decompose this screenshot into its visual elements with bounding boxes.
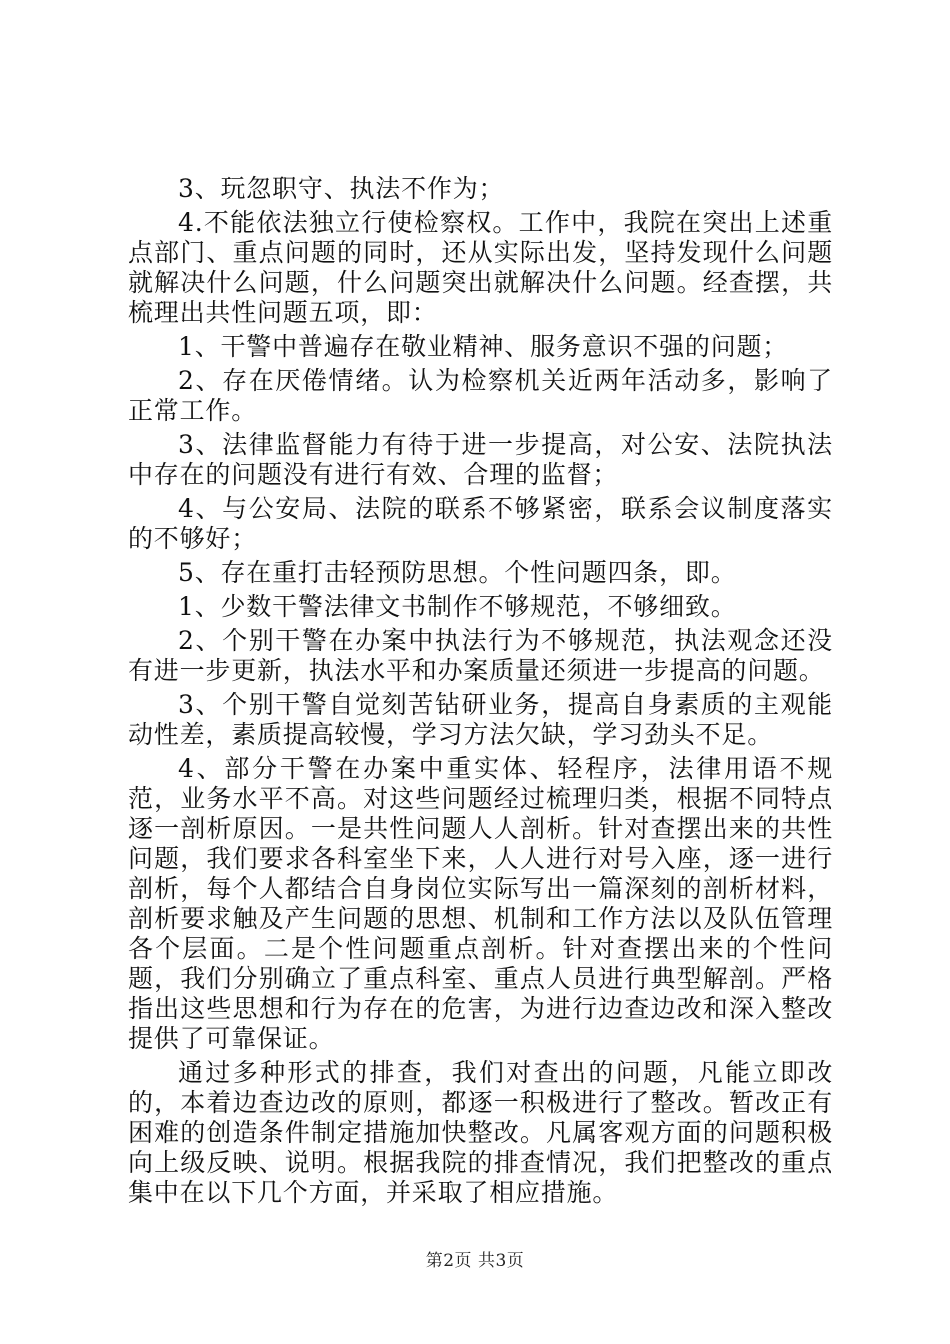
paragraph-9: 2、个别干警在办案中执法行为不够规范，执法观念还没有进一步更新，执法水平和办案质量还须进一步提高的问题。	[128, 626, 833, 685]
paragraph-8: 1、少数干警法律文书制作不够规范，不够细致。	[178, 592, 737, 621]
paragraph-5: 3、法律监督能力有待于进一步提高，对公安、法院执法中存在的问题没有进行有效、合理的监督；	[128, 430, 833, 489]
paragraph-2: 4.不能依法独立行使检察权。工作中，我院在突出上述重点部门、重点问题的同时，还从实际出发，坚持发现什么问题就解决什么问题，什么问题突出就解决什么问题。经查摆，共梳理出共性问题五项，即：	[128, 208, 833, 327]
paragraph-4: 2、存在厌倦情绪。认为检察机关近两年活动多，影响了正常工作。	[128, 366, 833, 425]
paragraph-12: 通过多种形式的排查，我们对查出的问题，凡能立即改的，本着边查边改的原则，都逐一积极进行了整改。暂改正有困难的创造条件制定措施加快整改。凡属客观方面的问题积极向上级反映、说明。根据我院的排查情况，我们把整改的重点集中在以下几个方面，并采取了相应措施。	[128, 1058, 833, 1207]
page-number-footer: 第2页 共3页	[425, 1251, 525, 1271]
document-body	[128, 174, 833, 1212]
paragraph-7: 5、存在重打击轻预防思想。个性问题四条，即。	[178, 558, 737, 587]
paragraph-6: 4、与公安局、法院的联系不够紧密，联系会议制度落实的不够好；	[128, 494, 833, 553]
paragraph-3: 1、干警中普遍存在敬业精神、服务意识不强的问题；	[178, 332, 789, 361]
paragraph-1: 3、玩忽职守、执法不作为；	[178, 174, 505, 203]
paragraph-11: 4、部分干警在办案中重实体、轻程序，法律用语不规范，业务水平不高。对这些问题经过梳理归类，根据不同特点逐一剖析原因。一是共性问题人人剖析。针对查摆出来的共性问题，我们要求各科室坐下来，人人进行对号入座，逐一进行剖析，每个人都结合自身岗位实际写出一篇深刻的剖析材料，剖析要求触及产生问题的思想、机制和工作方法以及队伍管理各个层面。二是个性问题重点剖析。针对查摆出来的个性问题，我们分别确立了重点科室、重点人员进行典型解剖。严格指出这些思想和行为存在的危害，为进行边查边改和深入整改提供了可靠保证。	[128, 754, 833, 1053]
paragraph-10: 3、个别干警自觉刻苦钻研业务，提高自身素质的主观能动性差，素质提高较慢，学习方法欠缺，学习劲头不足。	[128, 690, 833, 749]
